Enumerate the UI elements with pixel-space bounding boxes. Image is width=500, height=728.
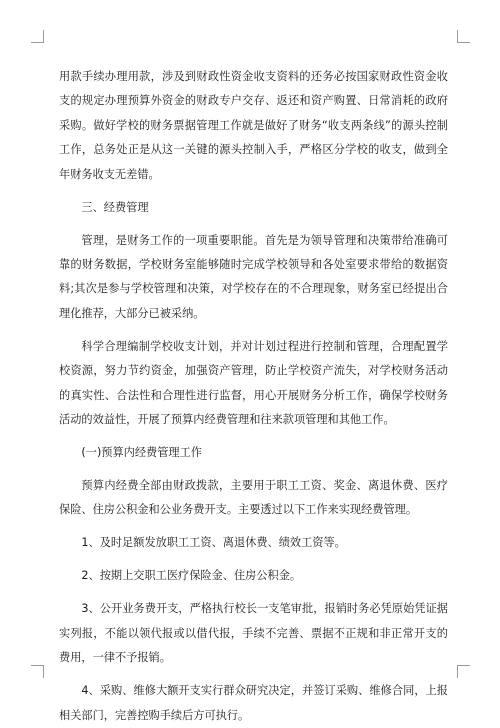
list-item-2: 2、按期上交职工医疗保险金、住房公积金。	[81, 569, 302, 583]
subsection-heading-budget-funds: (一)预算内经费管理工作	[81, 446, 202, 460]
paragraph-continuation: 用款手续办理用款，涉及到财政性资金收支资料的还务必按国家财政性资金收支的规定办理预算外资金的财政专户交存、返还和资产购置、日常消耗的政府采购。做好学校的财务票据管理工作就是做好了财务“收支两条线”的源头控制工作，总务处正是从这一关键的源头控制入手，严格区分学校的收支，做到全年财务收支无差错。	[59, 70, 448, 181]
section-heading-expense-management: 三、经费管理	[81, 200, 149, 214]
document-body	[59, 65, 448, 728]
crop-mark-bottom-right	[457, 665, 470, 678]
list-item-4: 4、采购、维修大额开支实行群众研究决定，并签订采购、维修合同，上报相关部门，完善控购手续后方可执行。	[59, 684, 448, 722]
paragraph-budget-planning: 科学合理编制学校收支计划，并对计划过程进行控制和管理，合理配置学校资源，努力节约资金，加强资产管理，防止学校资产流失，对学校财务活动的真实性、合法性和合理性进行监督，用心开展财务分析工作，确保学校财务活动的效益性，开展了预算内经费管理和往来款项管理和其他工作。	[59, 339, 448, 427]
paragraph-budget-funds: 预算内经费全部由财政拨款，主要用于职工工资、奖金、离退休费、医疗保险、住房公积金和公业务费开支。主要透过以下工作来实现经费管理。	[59, 479, 448, 517]
crop-mark-top-left	[31, 30, 44, 43]
paragraph-management-role: 管理，是财务工作的一项重要职能。首先是为领导管理和决策带给准确可靠的财务数据，学校财务室能够随时完成学校领导和各处室要求带给的数据资料;其次是参与学校管理和决策，对学校存在的不合理现象，财务室已经提出合理化推荐，大部分已被采纳。	[59, 233, 448, 320]
list-item-1: 1、及时足额发放职工工资、离退休费、绩效工资等。	[81, 536, 346, 550]
crop-mark-bottom-left	[31, 665, 44, 678]
list-item-3: 3、公开业务费开支，严格执行校长一支笔审批，报销时务必凭原始凭证据实列报，不能以领代报或以借代报，手续不完善、票据不正规和非正常开支的费用，一律不予报销。	[59, 602, 448, 665]
crop-mark-top-right	[457, 30, 470, 43]
